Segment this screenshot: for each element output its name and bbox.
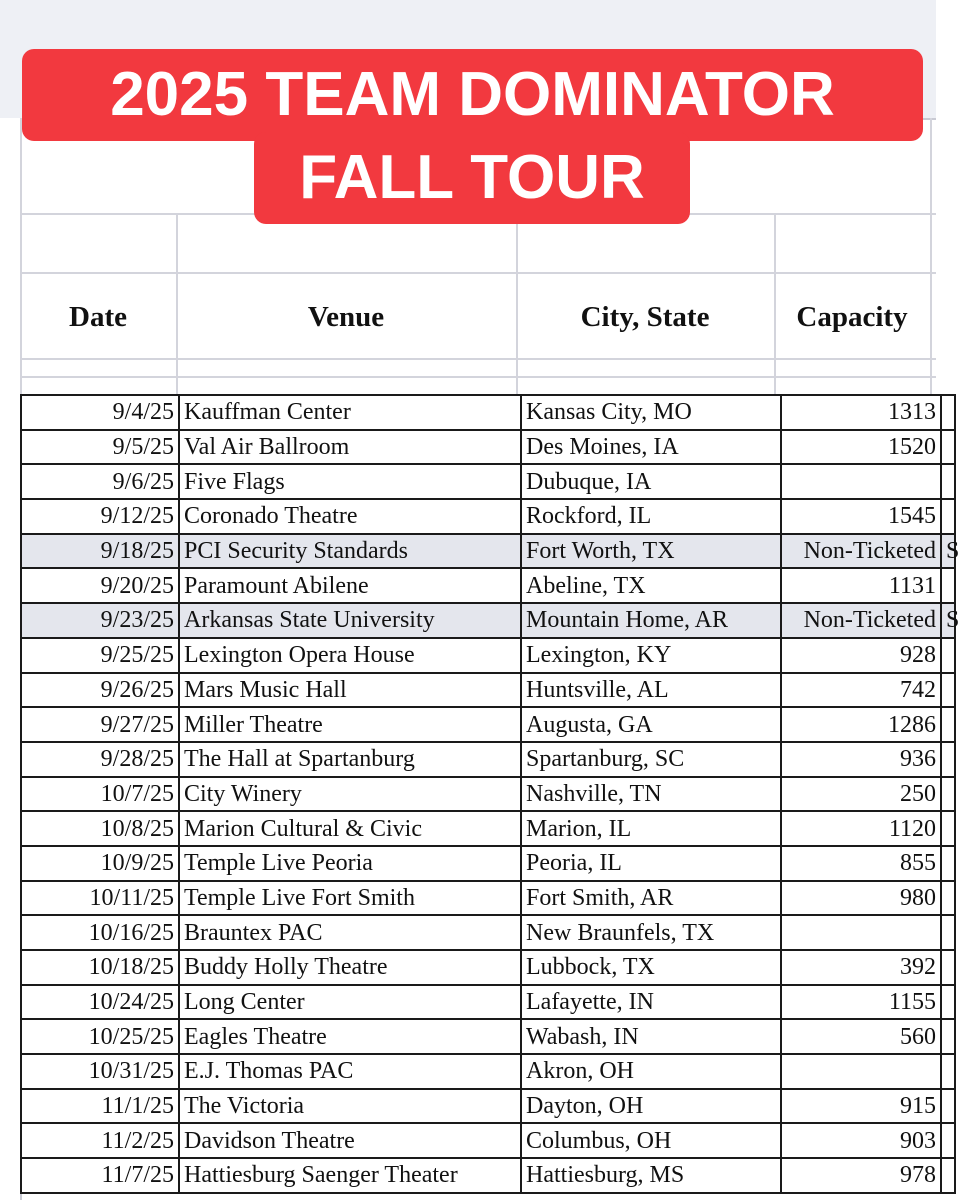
table-row <box>21 534 955 569</box>
header-city-state: City, State <box>580 300 710 333</box>
tour-table <box>20 394 959 1194</box>
cell-capacity: 742 <box>781 673 941 708</box>
cell-date: 9/28/25 <box>21 742 179 777</box>
cell-venue: Brauntex PAC <box>179 915 521 950</box>
table-row <box>21 464 955 499</box>
table-row <box>21 950 955 985</box>
cell-date: 9/18/25 <box>21 534 179 569</box>
cell-venue: Marion Cultural & Civic <box>179 811 521 846</box>
table-row <box>21 811 955 846</box>
cell-date: 9/5/25 <box>21 430 179 465</box>
cell-venue: Lexington Opera House <box>179 638 521 673</box>
cell-capacity: 915 <box>781 1089 941 1124</box>
cell-capacity: 978 <box>781 1158 941 1193</box>
table-row <box>21 707 955 742</box>
cell-capacity: 1313 <box>781 395 941 430</box>
table-row <box>21 568 955 603</box>
cell-capacity: 936 <box>781 742 941 777</box>
cell-date: 9/4/25 <box>21 395 179 430</box>
cell-venue: E.J. Thomas PAC <box>179 1054 521 1089</box>
cell-date: 10/16/25 <box>21 915 179 950</box>
cell-venue: The Victoria <box>179 1089 521 1124</box>
table-row <box>21 915 955 950</box>
cell-capacity: 250 <box>781 777 941 812</box>
cell-city-state: Augusta, GA <box>521 707 781 742</box>
cell-date: 11/1/25 <box>21 1089 179 1124</box>
cell-date: 11/7/25 <box>21 1158 179 1193</box>
cell-capacity: 855 <box>781 846 941 881</box>
cell-extra <box>941 707 955 742</box>
cell-capacity: 1286 <box>781 707 941 742</box>
cell-venue: Miller Theatre <box>179 707 521 742</box>
cell-date: 10/25/25 <box>21 1019 179 1054</box>
cell-date: 9/25/25 <box>21 638 179 673</box>
cell-date: 11/2/25 <box>21 1123 179 1158</box>
header-capacity: Capacity <box>796 300 908 333</box>
cell-date: 9/20/25 <box>21 568 179 603</box>
cell-date: 9/12/25 <box>21 499 179 534</box>
cell-capacity: 928 <box>781 638 941 673</box>
cell-extra <box>941 1089 955 1124</box>
cell-venue: The Hall at Spartanburg <box>179 742 521 777</box>
cell-city-state: Spartanburg, SC <box>521 742 781 777</box>
cell-venue: Davidson Theatre <box>179 1123 521 1158</box>
table-row <box>21 1054 955 1089</box>
cell-date: 9/6/25 <box>21 464 179 499</box>
cell-city-state: Abeline, TX <box>521 568 781 603</box>
cell-extra: S <box>941 603 955 638</box>
cell-capacity: Non-Ticketed <box>781 534 941 569</box>
cell-extra <box>941 430 955 465</box>
cell-city-state: Peoria, IL <box>521 846 781 881</box>
cell-capacity: 1155 <box>781 985 941 1020</box>
cell-extra: S <box>941 534 955 569</box>
cell-date: 10/11/25 <box>21 881 179 916</box>
cell-extra <box>941 881 955 916</box>
cell-venue: Five Flags <box>179 464 521 499</box>
cell-venue: Buddy Holly Theatre <box>179 950 521 985</box>
grid-line <box>20 376 936 378</box>
cell-date: 9/26/25 <box>21 673 179 708</box>
cell-venue: Coronado Theatre <box>179 499 521 534</box>
cell-date: 10/8/25 <box>21 811 179 846</box>
cell-venue: Eagles Theatre <box>179 1019 521 1054</box>
cell-extra <box>941 985 955 1020</box>
cell-extra <box>941 811 955 846</box>
cell-date: 10/18/25 <box>21 950 179 985</box>
cell-city-state: Lafayette, IN <box>521 985 781 1020</box>
table-row <box>21 985 955 1020</box>
cell-extra <box>941 499 955 534</box>
cell-city-state: Mountain Home, AR <box>521 603 781 638</box>
table-row <box>21 673 955 708</box>
cell-date: 9/27/25 <box>21 707 179 742</box>
cell-city-state: Rockford, IL <box>521 499 781 534</box>
cell-city-state: Huntsville, AL <box>521 673 781 708</box>
cell-venue: Val Air Ballroom <box>179 430 521 465</box>
cell-city-state: New Braunfels, TX <box>521 915 781 950</box>
cell-city-state: Dubuque, IA <box>521 464 781 499</box>
cell-date: 10/24/25 <box>21 985 179 1020</box>
cell-capacity: 1120 <box>781 811 941 846</box>
table-row <box>21 1019 955 1054</box>
cell-extra <box>941 464 955 499</box>
cell-venue: PCI Security Standards <box>179 534 521 569</box>
cell-extra <box>941 742 955 777</box>
cell-date: 10/9/25 <box>21 846 179 881</box>
cell-city-state: Nashville, TN <box>521 777 781 812</box>
cell-city-state: Lubbock, TX <box>521 950 781 985</box>
table-row <box>21 395 955 430</box>
cell-capacity: Non-Ticketed <box>781 603 941 638</box>
cell-capacity: 1131 <box>781 568 941 603</box>
cell-venue: Temple Live Fort Smith <box>179 881 521 916</box>
cell-capacity <box>781 1054 941 1089</box>
table-row <box>21 777 955 812</box>
cell-city-state: Dayton, OH <box>521 1089 781 1124</box>
cell-extra <box>941 638 955 673</box>
cell-city-state: Fort Worth, TX <box>521 534 781 569</box>
cell-venue: Long Center <box>179 985 521 1020</box>
header-venue: Venue <box>307 300 385 333</box>
cell-capacity: 980 <box>781 881 941 916</box>
cell-extra <box>941 395 955 430</box>
cell-city-state: Hattiesburg, MS <box>521 1158 781 1193</box>
cell-city-state: Columbus, OH <box>521 1123 781 1158</box>
cell-date: 10/31/25 <box>21 1054 179 1089</box>
cell-capacity <box>781 915 941 950</box>
grid-line <box>930 118 932 396</box>
cell-city-state: Marion, IL <box>521 811 781 846</box>
table-row <box>21 742 955 777</box>
cell-city-state: Wabash, IN <box>521 1019 781 1054</box>
cell-venue: Hattiesburg Saenger Theater <box>179 1158 521 1193</box>
cell-city-state: Kansas City, MO <box>521 395 781 430</box>
table-row <box>21 881 955 916</box>
cell-capacity <box>781 464 941 499</box>
cell-extra <box>941 568 955 603</box>
cell-capacity: 560 <box>781 1019 941 1054</box>
table-row <box>21 1123 955 1158</box>
table-row <box>21 499 955 534</box>
cell-extra <box>941 1123 955 1158</box>
title-banner-line1: 2025 TEAM DOMINATOR <box>22 49 923 141</box>
cell-venue: Arkansas State University <box>179 603 521 638</box>
cell-venue: Mars Music Hall <box>179 673 521 708</box>
cell-city-state: Akron, OH <box>521 1054 781 1089</box>
table-row <box>21 846 955 881</box>
cell-extra <box>941 1054 955 1089</box>
cell-capacity: 392 <box>781 950 941 985</box>
cell-extra <box>941 1158 955 1193</box>
cell-capacity: 1545 <box>781 499 941 534</box>
title-banner-line2: FALL TOUR <box>254 132 690 224</box>
table-row <box>21 430 955 465</box>
cell-extra <box>941 777 955 812</box>
table-row <box>21 1089 955 1124</box>
cell-city-state: Lexington, KY <box>521 638 781 673</box>
cell-city-state: Fort Smith, AR <box>521 881 781 916</box>
cell-date: 9/23/25 <box>21 603 179 638</box>
cell-venue: City Winery <box>179 777 521 812</box>
cell-venue: Kauffman Center <box>179 395 521 430</box>
cell-extra <box>941 673 955 708</box>
table-row <box>21 1158 955 1193</box>
cell-date: 10/7/25 <box>21 777 179 812</box>
cell-capacity: 903 <box>781 1123 941 1158</box>
cell-capacity: 1520 <box>781 430 941 465</box>
cell-extra <box>941 1019 955 1054</box>
cell-city-state: Des Moines, IA <box>521 430 781 465</box>
table-row <box>21 638 955 673</box>
cell-extra <box>941 915 955 950</box>
cell-extra <box>941 950 955 985</box>
cell-venue: Temple Live Peoria <box>179 846 521 881</box>
cell-venue: Paramount Abilene <box>179 568 521 603</box>
header-date: Date <box>69 300 127 333</box>
table-row <box>21 603 955 638</box>
cell-extra <box>941 846 955 881</box>
